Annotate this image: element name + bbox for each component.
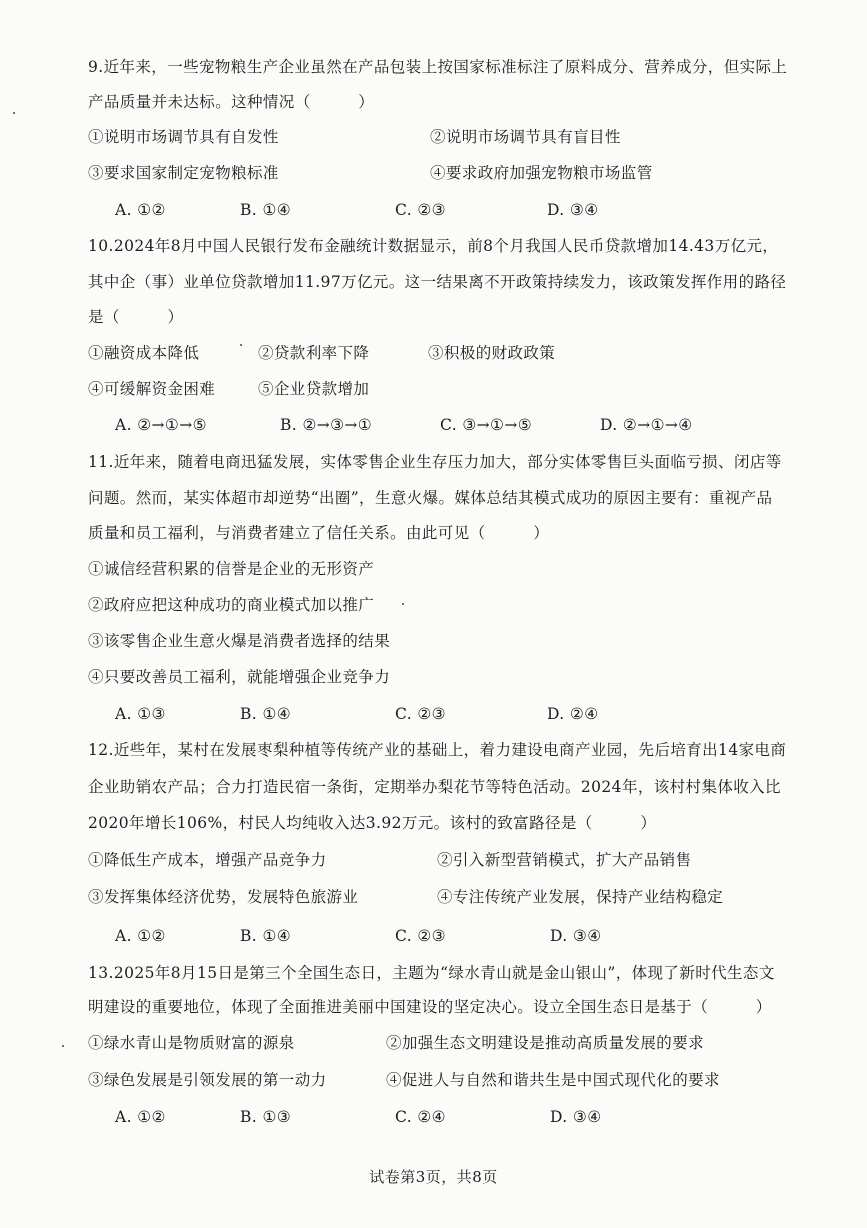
choice-a[interactable]: A. ①② (115, 201, 166, 219)
question-stem-line: 9.近年来，一些宠物粮生产企业虽然在产品包装上按国家标准标注了原料成分、营养成分，但实际上 (88, 58, 788, 76)
choice-c[interactable]: C. ②③ (395, 705, 446, 723)
question-stem-line: 问题。然而，某实体超市却逆势“出圈”，生意火爆。媒体总结其模式成功的原因主要有：重视产品 (88, 489, 773, 507)
scan-speck (402, 603, 404, 605)
statement-4: ④可缓解资金困难 (88, 380, 216, 398)
statement-4: ④促进人与自然和谐共生是中国式现代化的要求 (386, 1071, 720, 1089)
page-footer: 试卷第3页，共8页 (369, 1168, 498, 1186)
question-stem-line: 12.近些年，某村在发展枣梨种植等传统产业的基础上，着力建设电商产业园，先后培育出14家电商 (88, 741, 787, 759)
scan-speck (240, 344, 242, 346)
statement-1: ①绿水青山是物质财富的源泉 (88, 1034, 295, 1052)
question-stem-line: 企业助销农产品；合力打造民宿一条街，定期举办梨花节等特色活动。2024年，该村村集体收入比 (88, 778, 781, 796)
question-stem-line: 明建设的重要地位，体现了全面推进美丽中国建设的坚定决心。设立全国生态日是基于（ ） (88, 998, 772, 1016)
statement-4: ④专注传统产业发展，保持产业结构稳定 (437, 888, 724, 906)
choice-b[interactable]: B. ①③ (240, 1108, 292, 1126)
choice-b[interactable]: B. ①④ (240, 201, 292, 219)
choice-d[interactable]: D. ③④ (550, 927, 602, 945)
statement-3: ③发挥集体经济优势，发展特色旅游业 (88, 888, 359, 906)
statement-3: ③绿色发展是引领发展的第一动力 (88, 1071, 327, 1089)
choice-d[interactable]: D. ③④ (550, 1108, 602, 1126)
statement-2: ②政府应把这种成功的商业模式加以推广 (88, 596, 375, 614)
choice-d[interactable]: D. ②→①→④ (600, 416, 693, 434)
statement-3: ③积极的财政政策 (428, 344, 556, 362)
statement-2: ②引入新型营销模式，扩大产品销售 (437, 851, 692, 869)
statement-4: ④只要改善员工福利，就能增强企业竞争力 (88, 668, 391, 686)
question-stem-line: 11.近年来，随着电商迅猛发展，实体零售企业生存压力加大，部分实体零售巨头面临亏损、闭店等 (88, 453, 782, 471)
choice-d[interactable]: D. ③④ (547, 201, 599, 219)
question-stem-line: 质量和员工福利，与消费者建立了信任关系。由此可见（ ） (88, 524, 550, 542)
choice-b[interactable]: B. ①④ (240, 927, 292, 945)
choice-d[interactable]: D. ②④ (547, 705, 599, 723)
choice-b[interactable]: B. ①④ (240, 705, 292, 723)
question-stem-line: 其中企（事）业单位贷款增加11.97万亿元。这一结果离不开政策持续发力，该政策发挥作用的路径 (88, 273, 787, 291)
scan-speck (13, 112, 15, 114)
choice-b[interactable]: B. ②→③→① (280, 416, 373, 434)
statement-1: ①降低生产成本，增强产品竞争力 (88, 851, 327, 869)
choice-c[interactable]: C. ②③ (395, 201, 446, 219)
choice-c[interactable]: C. ②④ (395, 1108, 446, 1126)
question-stem-line: 产品质量并未达标。这种情况（ ） (88, 93, 375, 111)
scan-speck (62, 1045, 64, 1047)
statement-2: ②说明市场调节具有盲目性 (430, 128, 621, 146)
choice-a[interactable]: A. ②→①→⑤ (115, 416, 207, 434)
statement-3: ③该零售企业生意火爆是消费者选择的结果 (88, 632, 391, 650)
question-stem-line: 10.2024年8月中国人民银行发布金融统计数据显示，前8个月我国人民币贷款增加14.43万亿元， (88, 237, 779, 255)
statement-1: ①融资成本降低 (88, 344, 200, 362)
statement-2: ②加强生态文明建设是推动高质量发展的要求 (386, 1034, 705, 1052)
choice-a[interactable]: A. ①② (115, 1108, 166, 1126)
choice-c[interactable]: C. ②③ (395, 927, 446, 945)
statement-2: ②贷款利率下降 (258, 344, 370, 362)
question-stem-line: 2020年增长106%，村民人均纯收入达3.92万元。该村的致富路径是（ ） (88, 814, 657, 832)
statement-1: ①诚信经营积累的信誉是企业的无形资产 (88, 560, 375, 578)
question-stem-line: 是（ ） (88, 308, 184, 326)
statement-3: ③要求国家制定宠物粮标准 (88, 164, 279, 182)
statement-4: ④要求政府加强宠物粮市场监管 (430, 164, 653, 182)
question-stem-line: 13.2025年8月15日是第三个全国生态日，主题为“绿水青山就是金山银山”，体现了新时代生态文 (88, 964, 775, 982)
statement-1: ①说明市场调节具有自发性 (88, 128, 279, 146)
choice-c[interactable]: C. ③→①→⑤ (440, 416, 533, 434)
statement-5: ⑤企业贷款增加 (258, 380, 370, 398)
choice-a[interactable]: A. ①② (115, 927, 166, 945)
choice-a[interactable]: A. ①③ (115, 705, 166, 723)
